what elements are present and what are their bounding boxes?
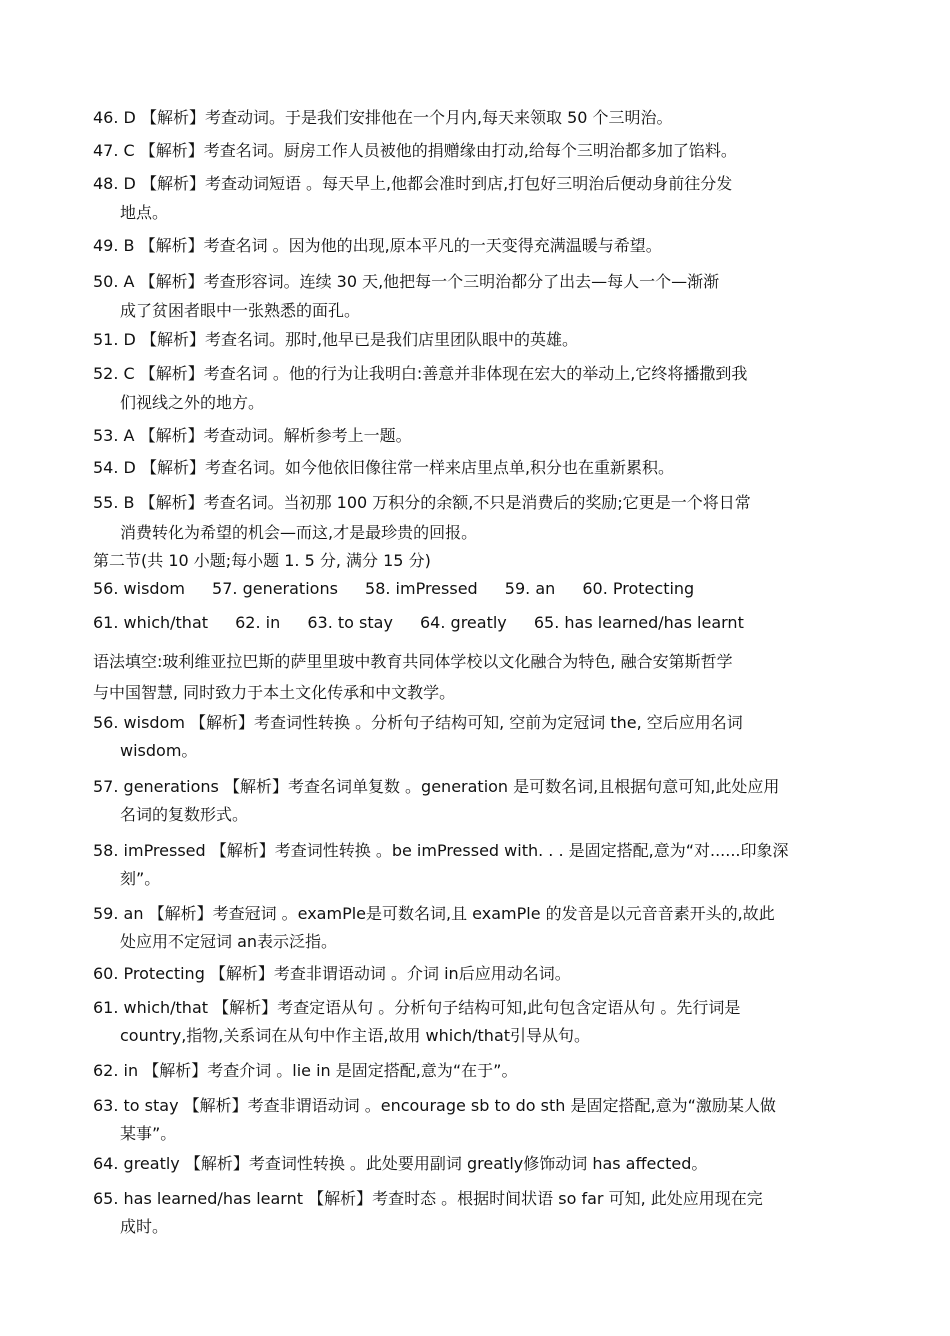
grammar-explanation-57-cont: 名词的复数形式。: [120, 805, 249, 824]
answer-60: 60. Protecting: [582, 579, 695, 598]
answer-63: 63. to stay: [307, 613, 393, 632]
answer-65: 65. has learned/has learnt: [533, 613, 744, 632]
answers-row-1: [93, 579, 868, 599]
grammar-explanation-56-cont: wisdom。: [120, 741, 198, 760]
grammar-explanation-61: 61. which/that 【解析】考查定语从句 。分析句子结构可知,此句包含定语从句 。先行词是: [93, 998, 741, 1017]
explanation-55-cont: 消费转化为希望的机会—而这,才是最珍贵的回报。: [120, 523, 478, 542]
grammar-explanation-63: 63. to stay 【解析】考查非谓语动词 。encourage sb to do sth 是固定搭配,意为“激励某人做: [93, 1096, 776, 1115]
explanation-51: 51. D 【解析】考查名词。那时,他早已是我们店里团队眼中的英雄。: [93, 330, 579, 349]
grammar-explanation-65-cont: 成时。: [120, 1217, 169, 1236]
grammar-explanation-58: 58. imPressed 【解析】考查词性转换 。be imPressed with. . . 是固定搭配,意为“对......印象深: [93, 841, 789, 860]
grammar-explanation-59: 59. an 【解析】考查冠词 。examPle是可数名词,且 examPle 的发音是以元音音素开头的,故此: [93, 904, 775, 923]
grammar-explanation-65: 65. has learned/has learnt 【解析】考查时态 。根据时间状语 so far 可知, 此处应用现在完: [93, 1189, 763, 1208]
grammar-explanation-61-cont: country,指物,关系词在从句中作主语,故用 which/that引导从句。: [120, 1026, 591, 1045]
explanation-53: 53. A 【解析】考查动词。解析参考上一题。: [93, 426, 412, 445]
explanation-49: 49. B 【解析】考查名词 。因为他的出现,原本平凡的一天变得充满温暖与希望。: [93, 236, 662, 255]
grammar-explanation-64: 64. greatly 【解析】考查词性转换 。此处要用副词 greatly修饰动词 has affected。: [93, 1154, 708, 1173]
explanation-48: 48. D 【解析】考查动词短语 。每天早上,他都会准时到店,打包好三明治后便动身前往分发: [93, 174, 733, 193]
answer-64: 64. greatly: [420, 613, 507, 632]
grammar-explanation-63-cont: 某事”。: [120, 1124, 177, 1143]
answers-row-2: [93, 613, 868, 633]
explanation-52: 52. C 【解析】考查名词 。他的行为让我明白:善意并非体现在宏大的举动上,它终将播撒到我: [93, 364, 748, 383]
explanation-47: 47. C 【解析】考查名词。厨房工作人员被他的捐赠缘由打动,给每个三明治都多加了馅料。: [93, 141, 737, 160]
explanation-54: 54. D 【解析】考查名词。如今他依旧像往常一样来店里点单,积分也在重新累积。: [93, 458, 675, 477]
explanation-50: 50. A 【解析】考查形容词。连续 30 天,他把每一个三明治都分了出去—每人一个—渐渐: [93, 272, 720, 291]
explanation-52-cont: 们视线之外的地方。: [120, 393, 265, 412]
explanation-46: 46. D 【解析】考查动词。于是我们安排他在一个月内,每天来领取 50 个三明治。: [93, 108, 673, 127]
explanation-50-cont: 成了贫困者眼中一张熟悉的面孔。: [120, 301, 361, 320]
answer-59: 59. an: [504, 579, 556, 598]
grammar-intro-line-2: 与中国智慧, 同时致力于本土文化传承和中文教学。: [93, 683, 456, 702]
grammar-explanation-62: 62. in 【解析】考查介词 。lie in 是固定搭配,意为“在于”。: [93, 1061, 518, 1080]
grammar-explanation-60: 60. Protecting 【解析】考查非谓语动词 。介词 in后应用动名词。: [93, 964, 571, 983]
grammar-explanation-59-cont: 处应用不定冠词 an表示泛指。: [120, 932, 338, 951]
grammar-explanation-56: 56. wisdom 【解析】考查词性转换 。分析句子结构可知, 空前为定冠词 the, 空后应用名词: [93, 713, 743, 732]
grammar-explanation-57: 57. generations 【解析】考查名词单复数 。generation 是可数名词,且根据句意可知,此处应用: [93, 777, 780, 796]
answer-62: 62. in: [235, 613, 281, 632]
answer-61: 61. which/that: [93, 613, 209, 632]
answer-56: 56. wisdom: [93, 579, 185, 598]
grammar-intro-line-1: 语法填空:玻利维亚拉巴斯的萨里里玻中教育共同体学校以文化融合为特色, 融合安第斯哲学: [93, 652, 733, 671]
answer-58: 58. imPressed: [365, 579, 478, 598]
section-heading: 第二节(共 10 小题;每小题 1. 5 分, 满分 15 分): [93, 551, 431, 570]
explanation-55: 55. B 【解析】考查名词。当初那 100 万积分的余额,不只是消费后的奖励;它更是一个将日常: [93, 493, 751, 512]
explanation-48-cont: 地点。: [120, 203, 169, 222]
grammar-explanation-58-cont: 刻”。: [120, 869, 161, 888]
answer-57: 57. generations: [212, 579, 338, 598]
